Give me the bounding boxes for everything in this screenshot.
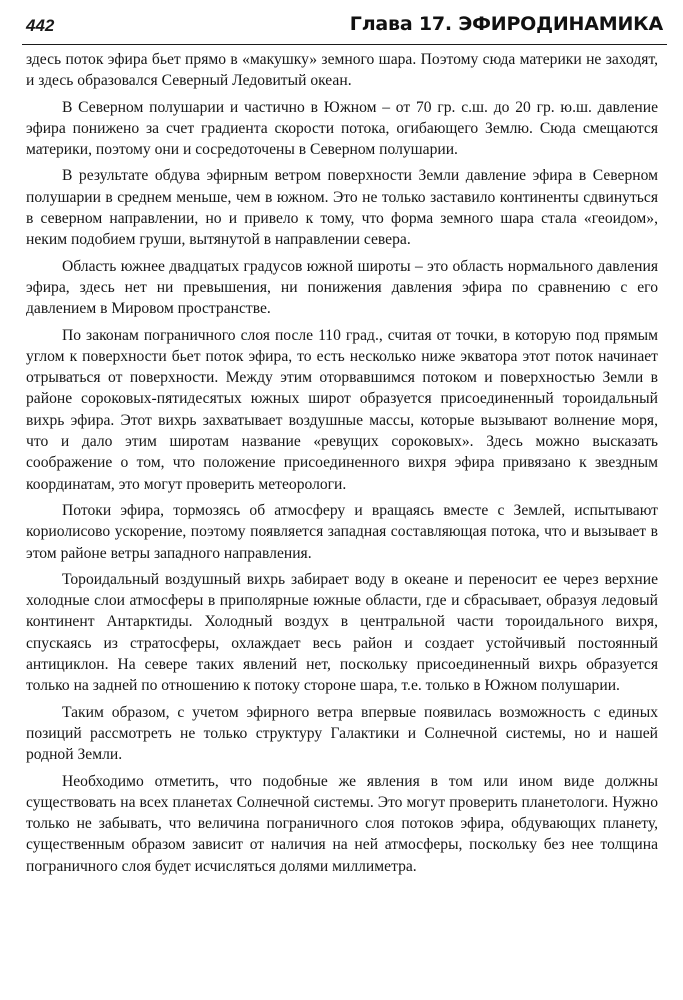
paragraph: В Северном полушарии и частично в Южном – от 70 гр. с.ш. до 20 гр. ю.ш. давление эфира понижено за счет градиента скорости потока, огибающего Землю. Сюда смещаются материки, поэтому они и сосредоточены в Северном полушарии.	[26, 98, 658, 159]
chapter-title: Глава 17. ЭФИРОДИНАМИКА	[349, 13, 663, 35]
running-header	[22, 14, 667, 45]
paragraph: Потоки эфира, тормозясь об атмосферу и вращаясь вместе с Землей, испытывают кориолисово ускорение, поэтому появляется западная составляющая потока, что и вызывает в этом районе ветры западного направления.	[26, 501, 658, 562]
paragraph: В результате обдува эфирным ветром поверхности Земли давление эфира в Северном полушарии в среднем меньше, чем в южном. Это не только заставило континенты сдвинуться в северном направлении, но и привело к тому, что форма земного шара стала «геоидом», неким подобием груши, вытянутой в направлении севера.	[26, 167, 658, 249]
paragraph: Таким образом, с учетом эфирного ветра впервые появилась возможность с единых позиций рассмотреть не только структуру Галактики и Солнечной системы, но и нашей родной Земли.	[26, 703, 658, 764]
page-number: 442	[26, 16, 55, 35]
paragraph: Необходимо отметить, что подобные же явления в том или ином виде должны существовать на всех планетах Солнечной системы. Это могут проверить планетологи. Нужно только не забывать, что величина пограничного слоя потоков эфира, обдувающих планету, существенным образом зависит от наличия на ней атмосферы, поскольку без нее толщина пограничного слоя будет исчисляться долями миллиметра.	[26, 772, 658, 875]
paragraph: По законам пограничного слоя после 110 град., считая от точки, в которую под прямым углом к поверхности бьет поток эфира, то есть несколько ниже экватора этот поток начинает отрываться от поверхности. Между этим оторвавшимся потоком и поверхностью Земли в районе сороковых-пятидесятых южных широт образуется присоединенный тороидальный вихрь эфира. Этот вихрь захватывает воздушные массы, которые вызывают волнение моря, что и дало этим широтам название «ревущих сороковых». Здесь можно высказать соображение о том, что положение присоединенного вихря эфира привязано к звездным координатам, это могут проверить метеорологи.	[26, 326, 658, 493]
body-text	[26, 49, 658, 882]
paragraph: Область южнее двадцатых градусов южной широты – это область нормального давления эфира, здесь нет ни превышения, ни понижения давления эфира по сравнению с его давлением в Мировом пространстве.	[26, 257, 658, 318]
paragraph: Тороидальный воздушный вихрь забирает воду в океане и переносит ее через верхние холодные слои атмосферы в приполярные южные области, где и сбрасывает, образуя ледовый континент Антарктиды. Холодный воздух в центральной части тороидального вихря, спускаясь из стратосферы, охлаждает весь район и создает устойчивый постоянный антициклон. На севере таких явлений нет, поскольку присоединенный вихрь образуется только на задней по отношению к потоку стороне шара, т.е. только в Южном полушарии.	[26, 570, 658, 695]
paragraph: здесь поток эфира бьет прямо в «макушку» земного шара. Поэтому сюда материки не заходят, и здесь образовался Северный Ледовитый океан.	[26, 51, 658, 90]
